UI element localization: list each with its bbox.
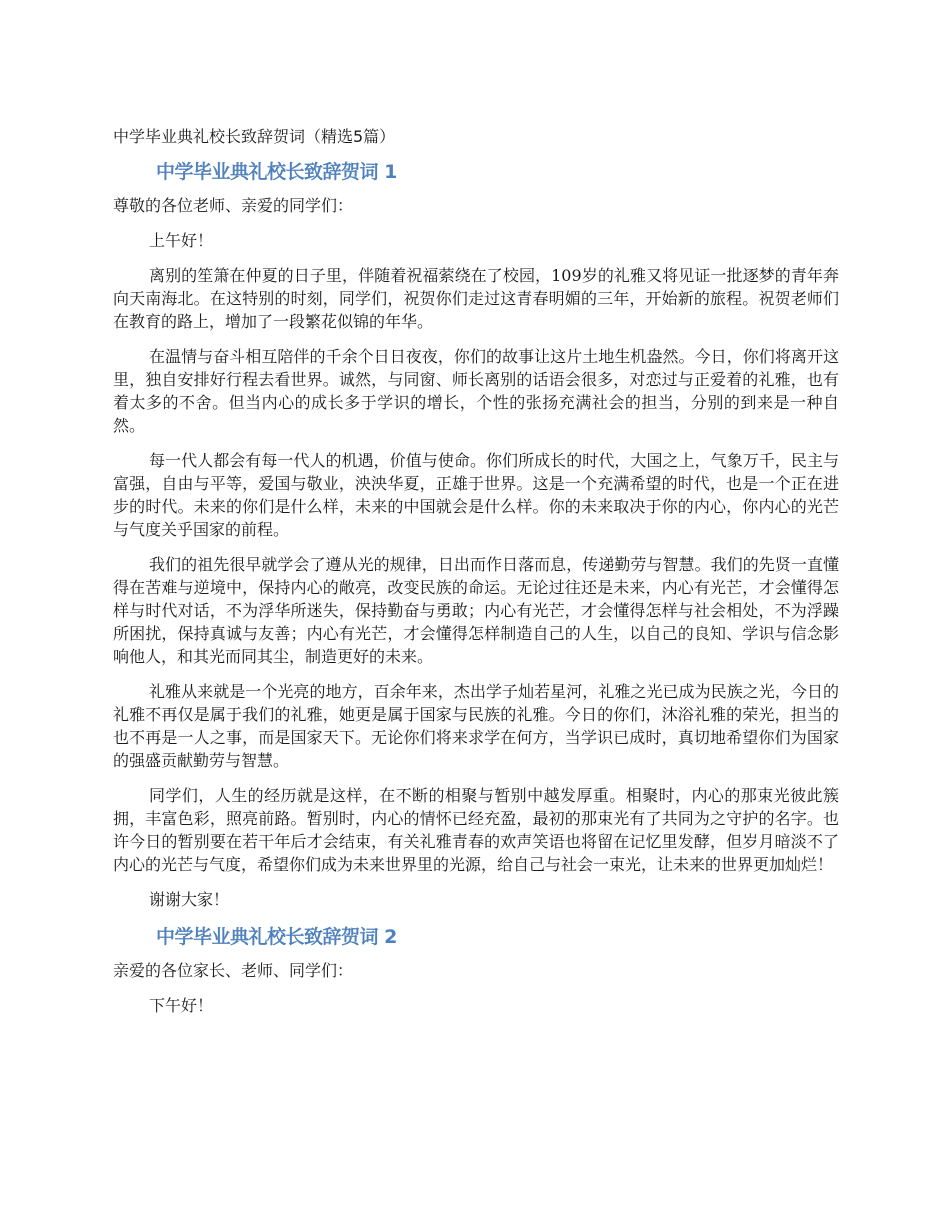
greeting-2: 下午好！: [149, 996, 214, 1015]
greeting-1: 上午好！: [149, 231, 214, 250]
document-title: 中学毕业典礼校长致辞贺词（精选5篇）: [113, 127, 396, 146]
paragraph: 每一代人都会有每一代人的机遇，价值与使命。你们所成长的时代，大国之上，气象万千，民主与富强，自由与平等，爱国与敬业，泱泱华夏，正雄于世界。这是一个充满希望的时代，也是一个正在进步的时代。未来的你们是什么样，未来的中国就会是什么样。你的未来取决于你的内心，你内心的光芒与气度关乎国家的前程。: [113, 451, 839, 539]
salutation-1: 尊敬的各位老师、亲爱的同学们：: [113, 196, 354, 215]
paragraph: 同学们，人生的经历就是这样，在不断的相聚与暂别中越发厚重。相聚时，内心的那束光彼此簇拥，丰富色彩，照亮前路。暂别时，内心的情怀已经充盈，最初的那束光有了共同为之守护的名字。也许今日的暂别要在若干年后才会结束，有关礼雅青春的欢声笑语也将留在记忆里发酵，但岁月暗淡不了内心的光芒与气度，希望你们成为未来世界里的光源，给自己与社会一束光，让未来的世界更加灿烂！: [113, 786, 839, 874]
section-heading-1: 中学毕业典礼校长致辞贺词 1: [156, 161, 397, 183]
paragraph: 离别的笙箫在仲夏的日子里，伴随着祝福萦绕在了校园，109岁的礼雅又将见证一批逐梦的青年奔向天南海北。在这特别的时刻，同学们，祝贺你们走过这青春明媚的三年，开始新的旅程。祝贺老师们在教育的路上，增加了一段繁花似锦的年华。: [113, 266, 839, 331]
paragraph: 我们的祖先很早就学会了遵从光的规律，日出而作日落而息，传递勤劳与智慧。我们的先贤一直懂得在苦难与逆境中，保持内心的敞亮，改变民族的命运。无论过往还是未来，内心有光芒，才会懂得怎样与时代对话，不为浮华所迷失，保持勤奋与勇敢；内心有光芒，才会懂得怎样与社会相处，不为浮躁所困扰，保持真诚与友善；内心有光芒，才会懂得怎样制造自己的人生，以自己的良知、学识与信念影响他人，和其光而同其尘，制造更好的未来。: [113, 555, 839, 666]
salutation-2: 亲爱的各位家长、老师、同学们：: [113, 961, 354, 980]
document-page: [113, 124, 839, 1029]
paragraph: 在温情与奋斗相互陪伴的千余个日日夜夜，你们的故事让这片土地生机盎然。今日，你们将离开这里，独自安排好行程去看世界。诚然，与同窗、师长离别的话语会很多，对恋过与正爱着的礼雅，也有着太多的不舍。但当内心的成长多于学识的增长，个性的张扬充满社会的担当，分别的到来是一种自然。: [113, 347, 839, 435]
paragraph: 礼雅从来就是一个光亮的地方，百余年来，杰出学子灿若星河，礼雅之光已成为民族之光，今日的礼雅不再仅是属于我们的礼雅，她更是属于国家与民族的礼雅。今日的你们，沐浴礼雅的荣光，担当的也不再是一人之事，而是国家天下。无论你们将来求学在何方，当学识已成时，真切地希望你们为国家的强盛贡献勤劳与智慧。: [113, 682, 839, 770]
section-heading-2: 中学毕业典礼校长致辞贺词 2: [156, 926, 397, 948]
closing-1: 谢谢大家！: [149, 890, 230, 909]
